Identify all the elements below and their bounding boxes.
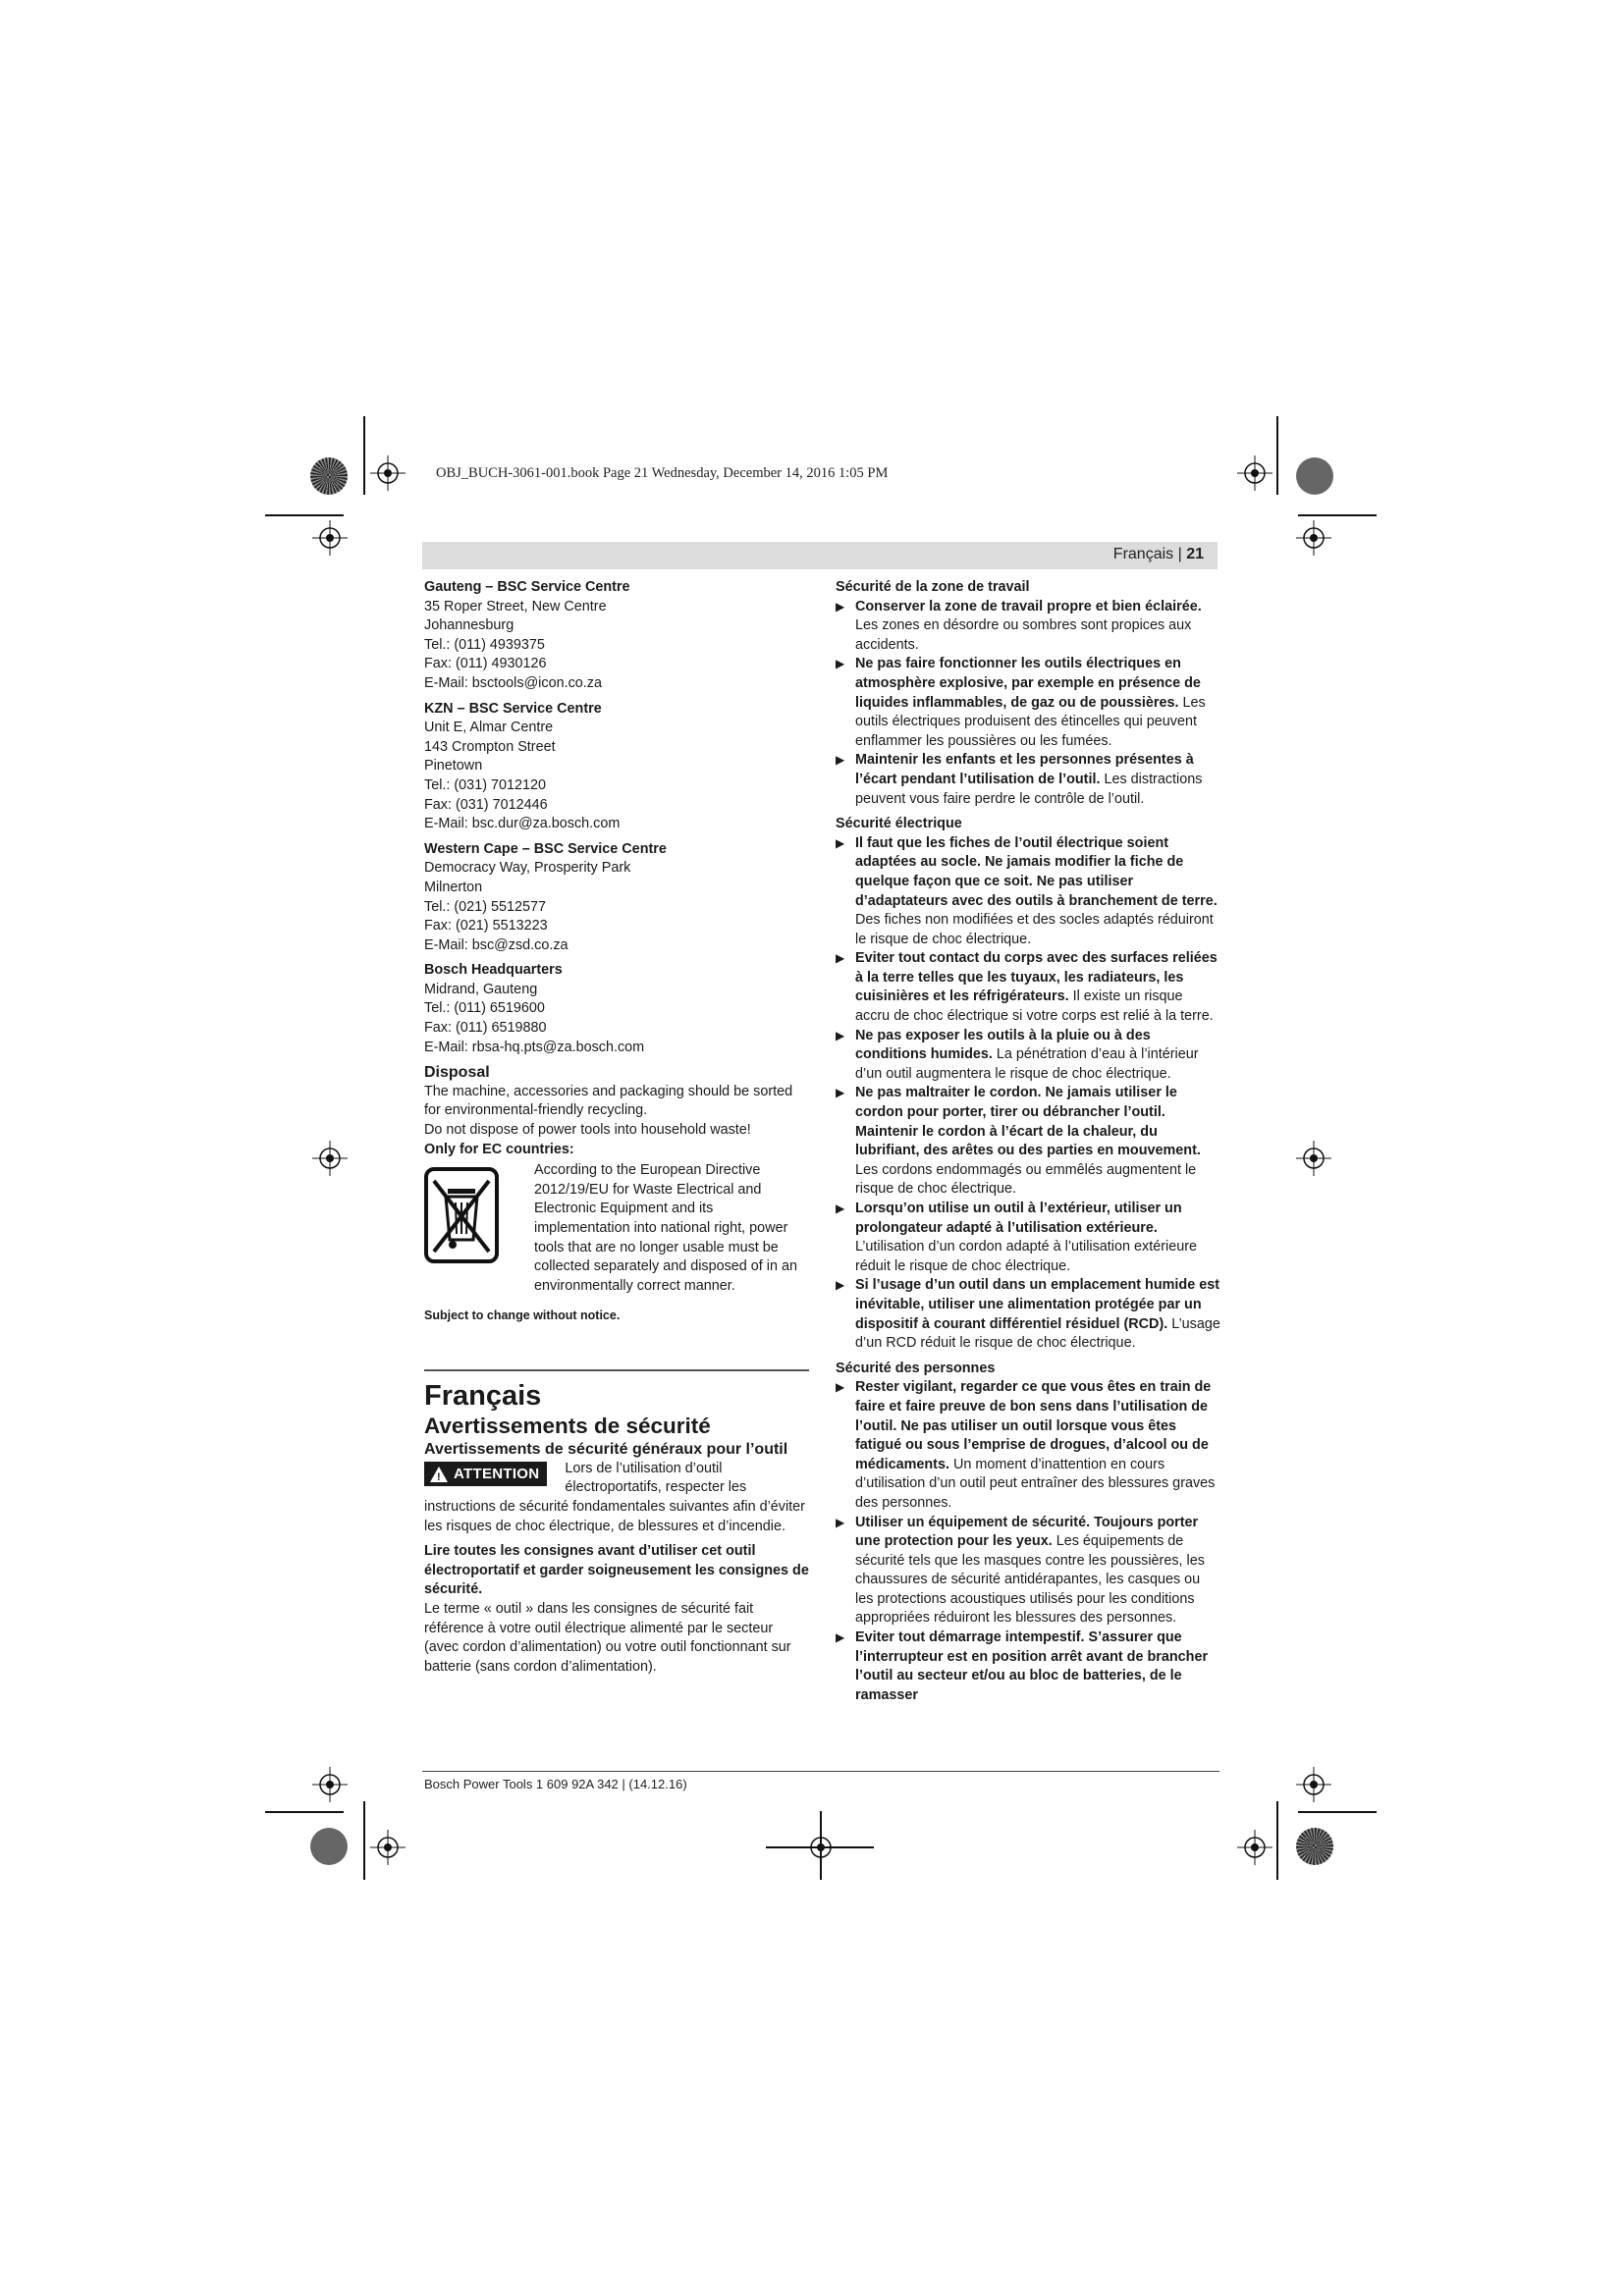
safety-item bbox=[836, 1027, 1220, 1085]
safety-item-rule: Utiliser un équipement de sécurité. Toujours porter une protection pour les yeux. bbox=[855, 1514, 1199, 1550]
registration-target-icon bbox=[370, 455, 406, 491]
safety-item-explanation: L’usage d’un RCD réduit le risque de choc électrique. bbox=[855, 1315, 1220, 1352]
safety-item bbox=[836, 949, 1220, 1026]
safety-item-explanation: Les zones en désordre ou sombres sont propices aux accidents. bbox=[855, 617, 1192, 653]
safety-item-explanation: Les outils électriques produisent des étincelles qui peuvent enflammer les poussières ou les fumées. bbox=[855, 694, 1206, 749]
section-heading: Sécurité de la zone de travail bbox=[836, 579, 1030, 595]
address-block bbox=[424, 961, 809, 1057]
address-title: Bosch Headquarters bbox=[424, 962, 563, 979]
bullet-arrow-icon: ▶ bbox=[836, 599, 845, 614]
crossed-out-wheelie-bin-icon bbox=[424, 1167, 499, 1263]
registration-target-icon bbox=[312, 520, 348, 556]
safety-item bbox=[836, 655, 1220, 751]
page-footer: Bosch Power Tools 1 609 92A 342 | (14.12.16) bbox=[424, 1777, 687, 1791]
section-divider bbox=[424, 1369, 809, 1371]
registration-target-icon bbox=[1296, 1767, 1331, 1802]
address-line: 143 Crompton Street bbox=[424, 738, 556, 755]
safety-item bbox=[836, 1276, 1220, 1353]
address-title: Gauteng – BSC Service Centre bbox=[424, 579, 630, 595]
color-calibration-disc-icon bbox=[1296, 457, 1333, 495]
bullet-arrow-icon: ▶ bbox=[836, 1028, 845, 1042]
safety-item-rule: Conserver la zone de travail propre et bien éclairée. bbox=[855, 598, 1202, 614]
bullet-arrow-icon: ▶ bbox=[836, 951, 845, 966]
registration-target-icon bbox=[1296, 520, 1331, 556]
safety-item bbox=[836, 751, 1220, 809]
color-calibration-disc-icon bbox=[1296, 1828, 1333, 1865]
registration-target-icon bbox=[370, 1830, 406, 1865]
bullet-arrow-icon: ▶ bbox=[836, 1515, 845, 1529]
registration-target-icon bbox=[1237, 1830, 1272, 1865]
address-line: Fax: (031) 7012446 bbox=[424, 796, 548, 813]
address-line: E-Mail: bsc.dur@za.bosch.com bbox=[424, 816, 621, 832]
address-line: Democracy Way, Prosperity Park bbox=[424, 860, 631, 877]
attention-block bbox=[424, 1460, 809, 1536]
safety-item bbox=[836, 1200, 1220, 1276]
address-line: Fax: (021) 5513223 bbox=[424, 918, 548, 934]
address-line: Pinetown bbox=[424, 758, 483, 774]
color-calibration-disc-icon bbox=[310, 457, 348, 495]
attention-badge bbox=[424, 1462, 547, 1487]
address-title: KZN – BSC Service Centre bbox=[424, 700, 602, 717]
safety-item-rule: Lorsqu’on utilise un outil à l’extérieur, utiliser un prolongateur adapté à l’utilisation extérieure. bbox=[855, 1201, 1182, 1236]
registration-target-icon bbox=[1237, 455, 1272, 491]
safety-item-explanation: L’utilisation d’un cordon adapté à l’utilisation extérieure réduit le risque de choc électrique. bbox=[855, 1239, 1197, 1274]
safety-item-explanation: La pénétration d’eau à l’intérieur d’un outil augmentera le risque de choc électrique. bbox=[855, 1046, 1199, 1082]
safety-item bbox=[836, 1084, 1220, 1200]
service-addresses bbox=[424, 578, 809, 1057]
section-heading: Sécurité des personnes bbox=[836, 1360, 996, 1376]
bullet-arrow-icon: ▶ bbox=[836, 1630, 845, 1645]
bullet-arrow-icon: ▶ bbox=[836, 657, 845, 671]
attention-label: ATTENTION bbox=[454, 1465, 540, 1482]
safety-item bbox=[836, 1514, 1220, 1629]
read-all-instructions: Lire toutes les consignes avant d’utiliser cet outil électroportatif et garder soigneusement les consignes de sécurité. bbox=[424, 1543, 809, 1598]
ec-directive-text: According to the European Directive 2012/19/EU for Waste Electrical and Electronic Equipment and its implementation into national right, power tools that are no longer usable must be collected separately and disposed of in an environmentally correct manner. bbox=[534, 1162, 798, 1294]
bullet-arrow-icon: ▶ bbox=[836, 1278, 845, 1293]
safety-item-explanation: Un moment d’inattention en cours d’utilisation d’un outil peut entraîner des blessures graves des personnes. bbox=[855, 1456, 1216, 1511]
safety-item-explanation: Il existe un risque accru de choc électrique si votre corps est relié à la terre. bbox=[855, 988, 1214, 1025]
address-line: Unit E, Almar Centre bbox=[424, 720, 554, 736]
safety-item-rule: Rester vigilant, regarder ce que vous êtes en train de faire et faire preuve de bon sens dans l’utilisation de l’outil. Ne pas utiliser un outil lorsque vous êtes fatigué ou sous l’emprise de drogues, d’alcool ou de médicaments. bbox=[855, 1379, 1212, 1472]
address-line: Milnerton bbox=[424, 879, 483, 895]
registration-target-icon bbox=[312, 1141, 348, 1176]
address-line: Midrand, Gauteng bbox=[424, 981, 538, 997]
address-block bbox=[424, 840, 809, 956]
left-column bbox=[424, 578, 809, 1677]
address-block bbox=[424, 578, 809, 694]
safety-item-explanation: Les équipements de sécurité tels que les masques contre les poussières, les chaussures de sécurité antidérapantes, les casques ou les protections acoustiques utilisés pour les conditions appropriées réduiront les blessures des personnes. bbox=[855, 1533, 1205, 1627]
page-number: 21 bbox=[1186, 546, 1204, 562]
disposal-text: The machine, accessories and packaging should be sorted for environmental-friendly recycling. bbox=[424, 1083, 793, 1119]
address-line: Fax: (011) 4930126 bbox=[424, 656, 547, 672]
safety-item bbox=[836, 1378, 1220, 1513]
right-column bbox=[836, 578, 1220, 1705]
ec-heading: Only for EC countries: bbox=[424, 1141, 574, 1157]
page-header-band bbox=[422, 542, 1218, 569]
safety-item-rule: Ne pas maltraiter le cordon. Ne jamais utiliser le cordon pour porter, tirer ou débrancher l’outil. Maintenir le cordon à l’écart de la chaleur, du lubrifiant, des arêtes ou des parties en mouvement. bbox=[855, 1085, 1201, 1159]
print-header: OBJ_BUCH-3061-001.book Page 21 Wednesday, December 14, 2016 1:05 PM bbox=[436, 465, 889, 481]
bullet-arrow-icon: ▶ bbox=[836, 1201, 845, 1215]
address-line: Johannesburg bbox=[424, 617, 514, 634]
address-line: E-Mail: bsc@zsd.co.za bbox=[424, 936, 568, 953]
disposal-warning: Do not dispose of power tools into household waste! bbox=[424, 1122, 751, 1139]
bullet-arrow-icon: ▶ bbox=[836, 1380, 845, 1395]
disposal-heading: Disposal bbox=[424, 1064, 490, 1082]
safety-item-rule: Si l’usage d’un outil dans un emplacement humide est inévitable, utiliser une alimentation protégée par un dispositif à courant différentiel résiduel (RCD). bbox=[855, 1277, 1220, 1332]
bullet-arrow-icon: ▶ bbox=[836, 753, 845, 768]
address-line: Tel.: (031) 7012120 bbox=[424, 776, 547, 793]
safety-item-explanation: Les cordons endommagés ou emmêlés augmentent le risque de choc électrique. bbox=[855, 1161, 1197, 1198]
address-line: Fax: (011) 6519880 bbox=[424, 1020, 547, 1037]
section-heading: Sécurité électrique bbox=[836, 816, 962, 832]
address-title: Western Cape – BSC Service Centre bbox=[424, 840, 667, 857]
warnings-heading: Avertissements de sécurité bbox=[424, 1413, 711, 1438]
attention-text: Lors de l’utilisation d’outil électroportatifs, respecter les instructions de sécurité fondamentales suivantes afin d’éviter les risques de choc électrique, de blessures et d’incendie. bbox=[424, 1460, 805, 1534]
safety-item bbox=[836, 598, 1220, 656]
warning-triangle-icon: ! bbox=[430, 1467, 448, 1482]
registration-target-icon bbox=[1296, 1141, 1331, 1176]
general-warnings-heading: Avertissements de sécurité généraux pour l’outil bbox=[424, 1440, 788, 1458]
address-line: E-Mail: bsctools@icon.co.za bbox=[424, 674, 602, 691]
safety-item bbox=[836, 834, 1220, 950]
color-calibration-disc-icon bbox=[310, 1828, 348, 1865]
address-line: E-Mail: rbsa-hq.pts@za.bosch.com bbox=[424, 1039, 645, 1055]
safety-item-rule: Ne pas faire fonctionner les outils électriques en atmosphère explosive, par exemple en présence de liquides inflammables, de gaz ou de poussières. bbox=[855, 656, 1201, 711]
safety-item bbox=[836, 1629, 1220, 1705]
safety-item-rule: Ne pas exposer les outils à la pluie ou à des conditions humides. bbox=[855, 1027, 1151, 1063]
address-line: Tel.: (011) 4939375 bbox=[424, 636, 545, 653]
safety-item-explanation: Des fiches non modifiées et des socles adaptés réduiront le risque de choc électrique. bbox=[855, 912, 1214, 947]
registration-target-icon bbox=[312, 1767, 348, 1802]
safety-item-rule: Eviter tout démarrage intempestif. S’assurer que l’interrupteur est en position arrêt avant de brancher l’outil au secteur et/ou au bloc de batteries, de le ramasser bbox=[855, 1629, 1209, 1703]
bullet-arrow-icon: ▶ bbox=[836, 835, 845, 850]
language-heading: Français bbox=[424, 1379, 542, 1412]
term-definition: Le terme « outil » dans les consignes de sécurité fait référence à votre outil électrique alimenté par le secteur (avec cordon d’alimentation) ou votre outil fonctionnant sur batterie (sans cordon d’alimentation). bbox=[424, 1600, 791, 1675]
safety-item-rule: Il faut que les fiches de l’outil électrique soient adaptées au socle. Ne jamais modifier la fiche de quelque façon que ce soit. Ne pas utiliser d’adaptateurs avec des outils à branchement de terre. bbox=[855, 834, 1218, 909]
safety-item-rule: Eviter tout contact du corps avec des surfaces reliées à la terre telles que les tuyaux, les radiateurs, les cuisinières et les réfrigérateurs. bbox=[855, 950, 1218, 1005]
address-line: Tel.: (011) 6519600 bbox=[424, 1000, 545, 1017]
page-header: Français | 21 bbox=[1112, 546, 1204, 562]
safety-item-rule: Maintenir les enfants et les personnes présentes à l’écart pendant l’utilisation de l’outil. bbox=[855, 752, 1194, 787]
ec-block bbox=[424, 1161, 809, 1307]
page-section: Français bbox=[1112, 546, 1174, 562]
address-block bbox=[424, 700, 809, 834]
address-line: 35 Roper Street, New Centre bbox=[424, 598, 607, 614]
safety-item-explanation: Les distractions peuvent vous faire perdre le contrôle de l’outil. bbox=[855, 771, 1203, 807]
address-line: Tel.: (021) 5512577 bbox=[424, 898, 547, 915]
footer-rule bbox=[422, 1771, 1219, 1772]
bullet-arrow-icon: ▶ bbox=[836, 1086, 845, 1100]
change-note: Subject to change without notice. bbox=[424, 1308, 621, 1323]
